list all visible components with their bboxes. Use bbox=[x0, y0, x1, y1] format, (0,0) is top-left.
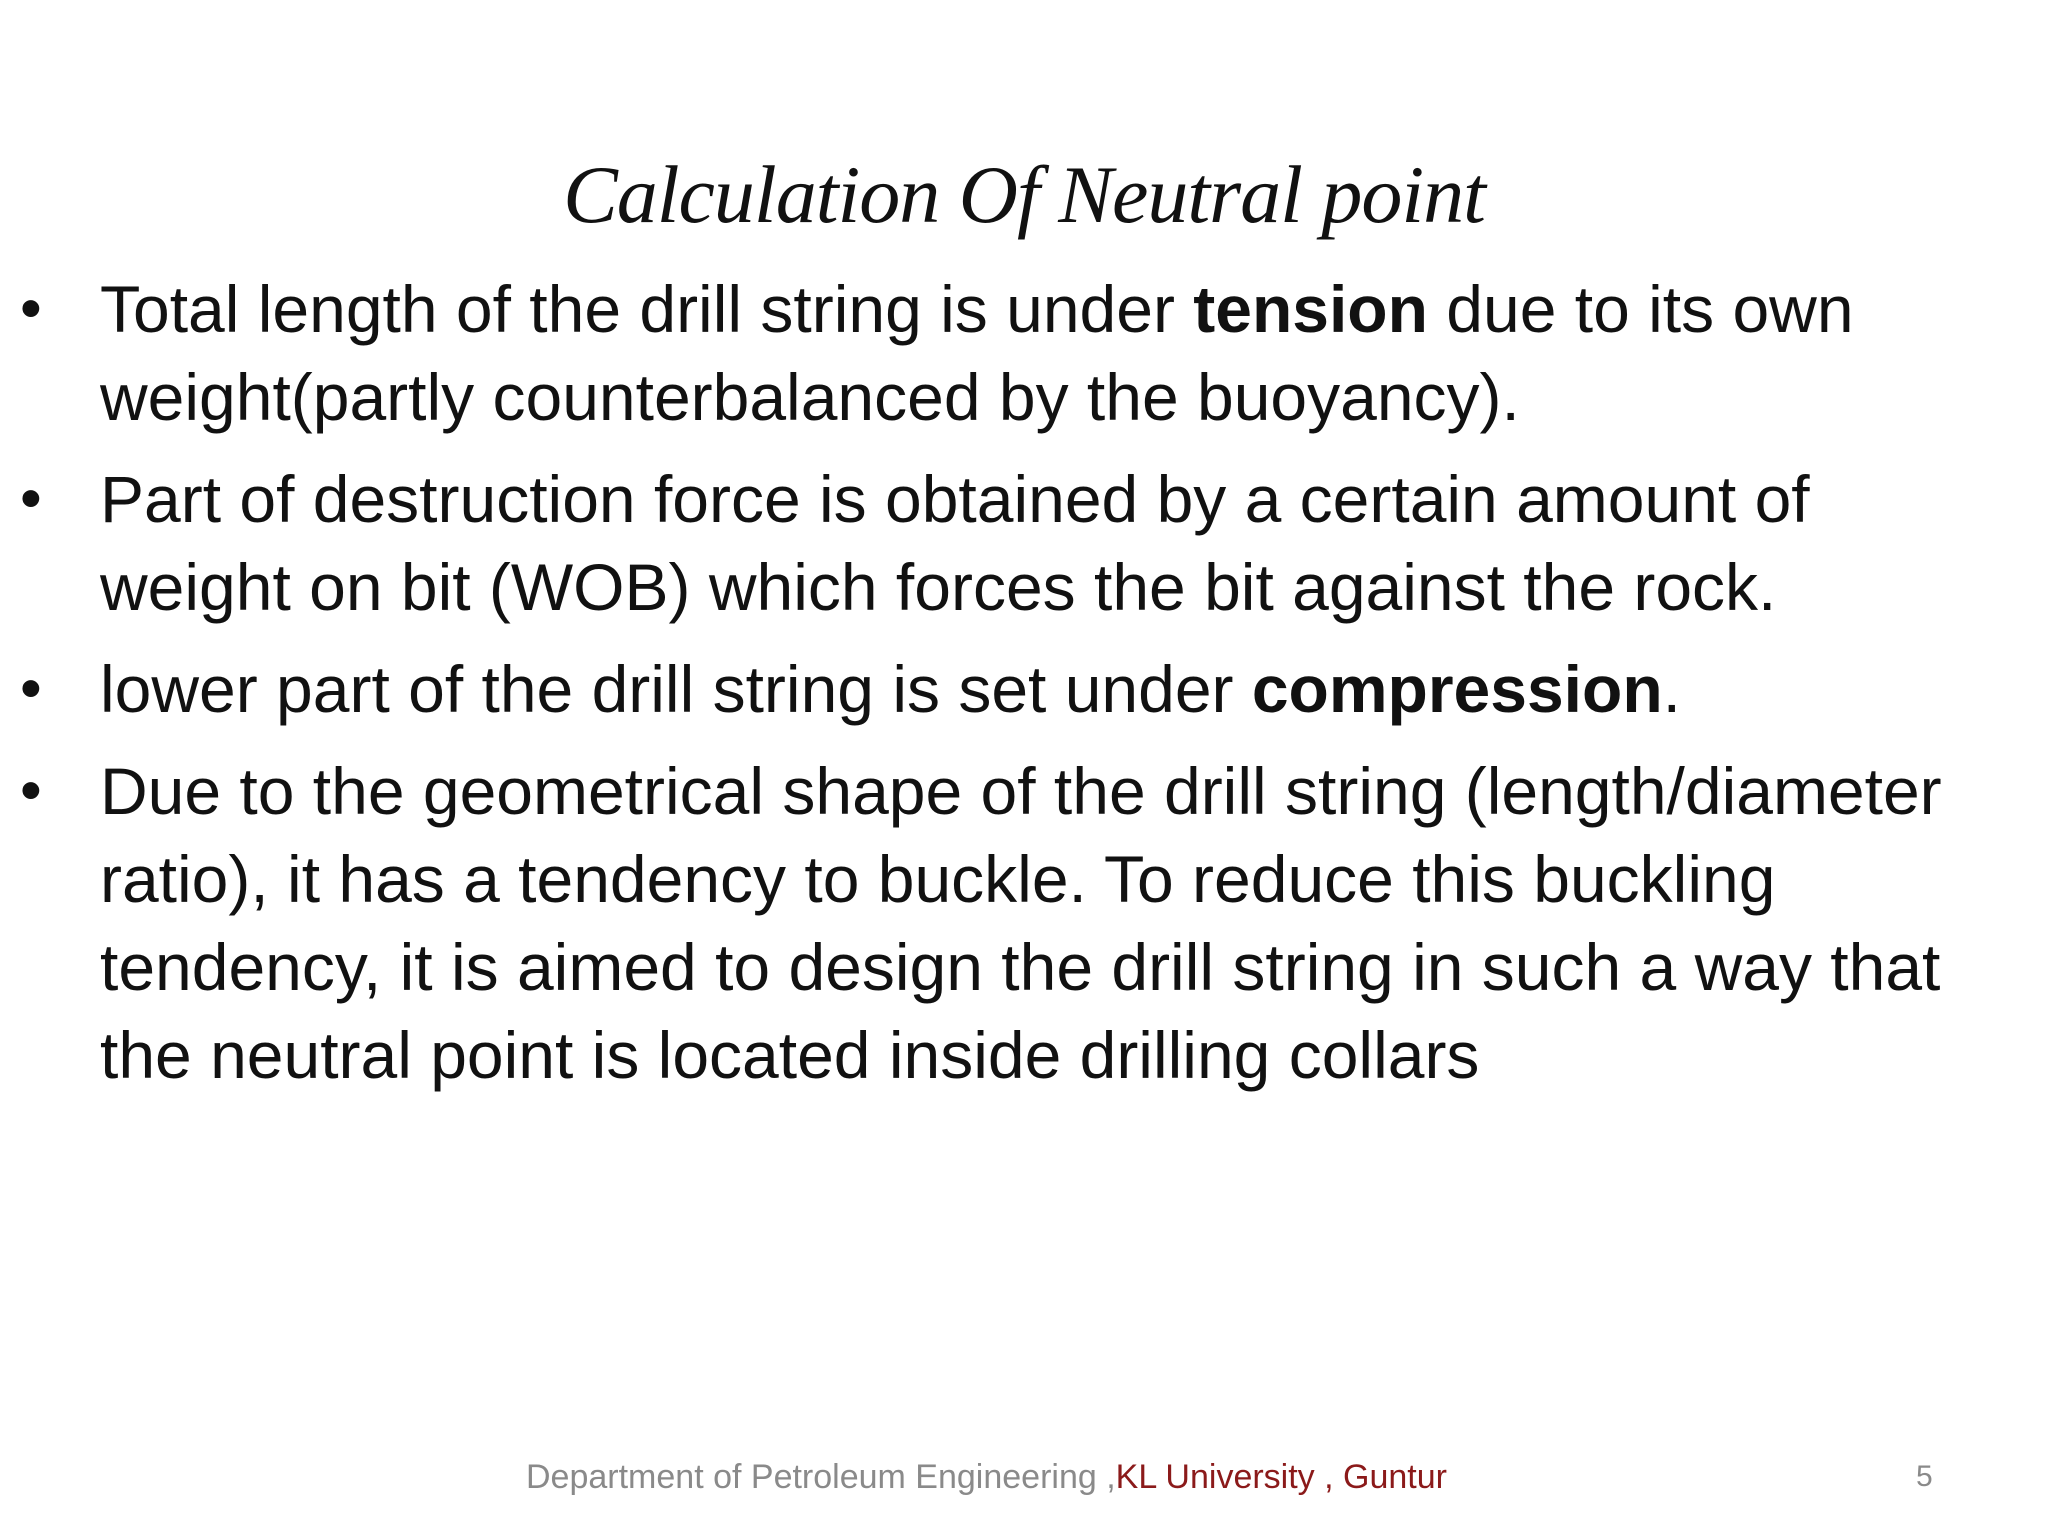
slide-title: Calculation Of Neutral point bbox=[563, 149, 1485, 240]
bullet-item bbox=[0, 455, 2000, 631]
bullet-text-part: . bbox=[1662, 652, 1681, 726]
bullet-item bbox=[0, 747, 2000, 1099]
page-number: 5 bbox=[1916, 1460, 1933, 1493]
bullet-icon: • bbox=[20, 654, 42, 723]
bullet-text-part: lower part of the drill string is set under bbox=[100, 652, 1252, 726]
bullet-item bbox=[0, 265, 2000, 441]
bullet-icon: • bbox=[20, 274, 42, 343]
bullet-list bbox=[0, 265, 2000, 1113]
bullet-text: Due to the geometrical shape of the drill string (length/diameter ratio), it has a tendency to buckle. To reduce this buckling tendency, it is aimed to design the drill string in such a way that the neutral point is located inside drilling collars bbox=[100, 754, 1942, 1092]
bullet-item bbox=[0, 645, 2000, 733]
footer-university: KL University , Guntur bbox=[1115, 1458, 1447, 1496]
bullet-icon: • bbox=[20, 464, 42, 533]
bullet-text: Part of destruction force is obtained by a certain amount of weight on bit (WOB) which forces the bit against the rock. bbox=[100, 462, 1810, 624]
bullet-text bbox=[100, 272, 1854, 434]
bullet-text bbox=[100, 652, 1681, 726]
bullet-bold-term: compression bbox=[1251, 652, 1663, 726]
footer-department: Department of Petroleum Engineering , bbox=[526, 1458, 1116, 1496]
footer bbox=[526, 1458, 1447, 1497]
bullet-text-part: Total length of the drill string is under bbox=[100, 272, 1194, 346]
bullet-bold-term: tension bbox=[1193, 272, 1428, 346]
bullet-icon: • bbox=[20, 756, 42, 825]
bullet-text-part: due to its own weight(partly counterbalanced by the buoyancy). bbox=[100, 272, 1854, 434]
